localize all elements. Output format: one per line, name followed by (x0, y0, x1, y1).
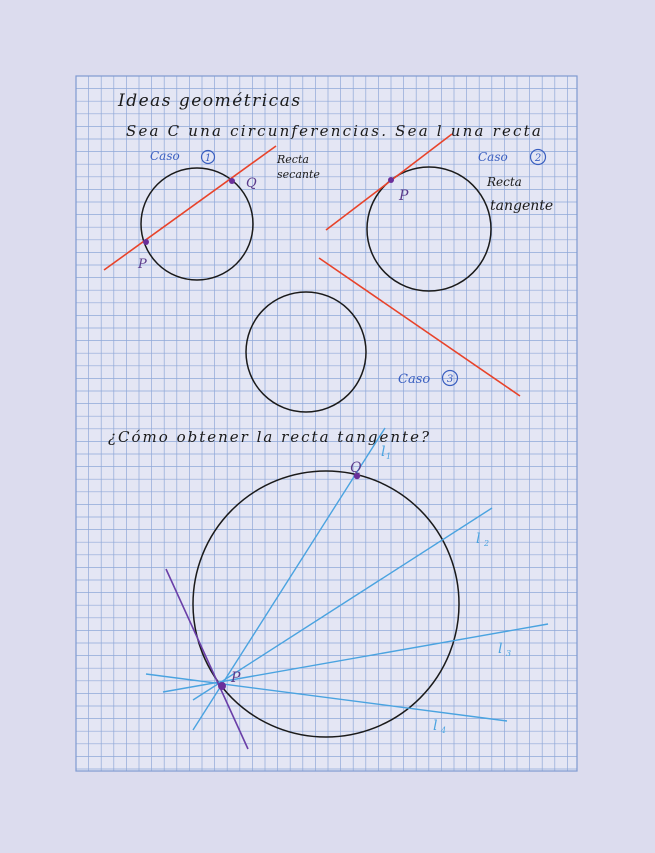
page-title: Ideas geométricas (118, 91, 302, 111)
case-1-desc-line-1: Recta (277, 153, 309, 166)
case-1-point-p (143, 239, 149, 245)
intro-sentence: Sea C una circunferencias. Sea l una recta (126, 122, 544, 140)
line-l4-label: l (433, 718, 438, 734)
case-1-desc-line-2: secante (277, 168, 320, 181)
case-2-point-p (388, 177, 394, 183)
case-1-point-p-label: P (138, 257, 147, 272)
case-2-desc-line-1: Recta (487, 175, 522, 189)
line-l4-subscript: 4 (441, 726, 447, 735)
case-2-point-p-label: P (399, 188, 409, 204)
case-2-number: 2 (534, 153, 542, 164)
case-2-desc-line-2: tangente (490, 198, 554, 214)
line-l3-label: l (498, 641, 503, 657)
case-1-point-q-label: Q (246, 176, 257, 191)
line-l2-subscript: 2 (484, 539, 490, 548)
point-q-label: Q (350, 460, 362, 476)
case-3-label: Caso (398, 372, 431, 387)
case-3-number: 3 (446, 374, 454, 385)
case-1-label: Caso (150, 149, 180, 163)
line-l3-subscript: 3 (506, 649, 512, 658)
line-l1-label: l (381, 444, 386, 460)
line-l1-subscript: 1 (386, 452, 392, 461)
line-l2-label: l (476, 531, 481, 547)
case-2-label: Caso (478, 150, 508, 164)
point-p (218, 682, 226, 690)
case-1-point-q (229, 178, 235, 184)
question-text: ¿Cómo obtener la recta tangente? (108, 428, 431, 446)
case-1-number: 1 (204, 153, 212, 164)
point-p-label: P (231, 670, 241, 686)
